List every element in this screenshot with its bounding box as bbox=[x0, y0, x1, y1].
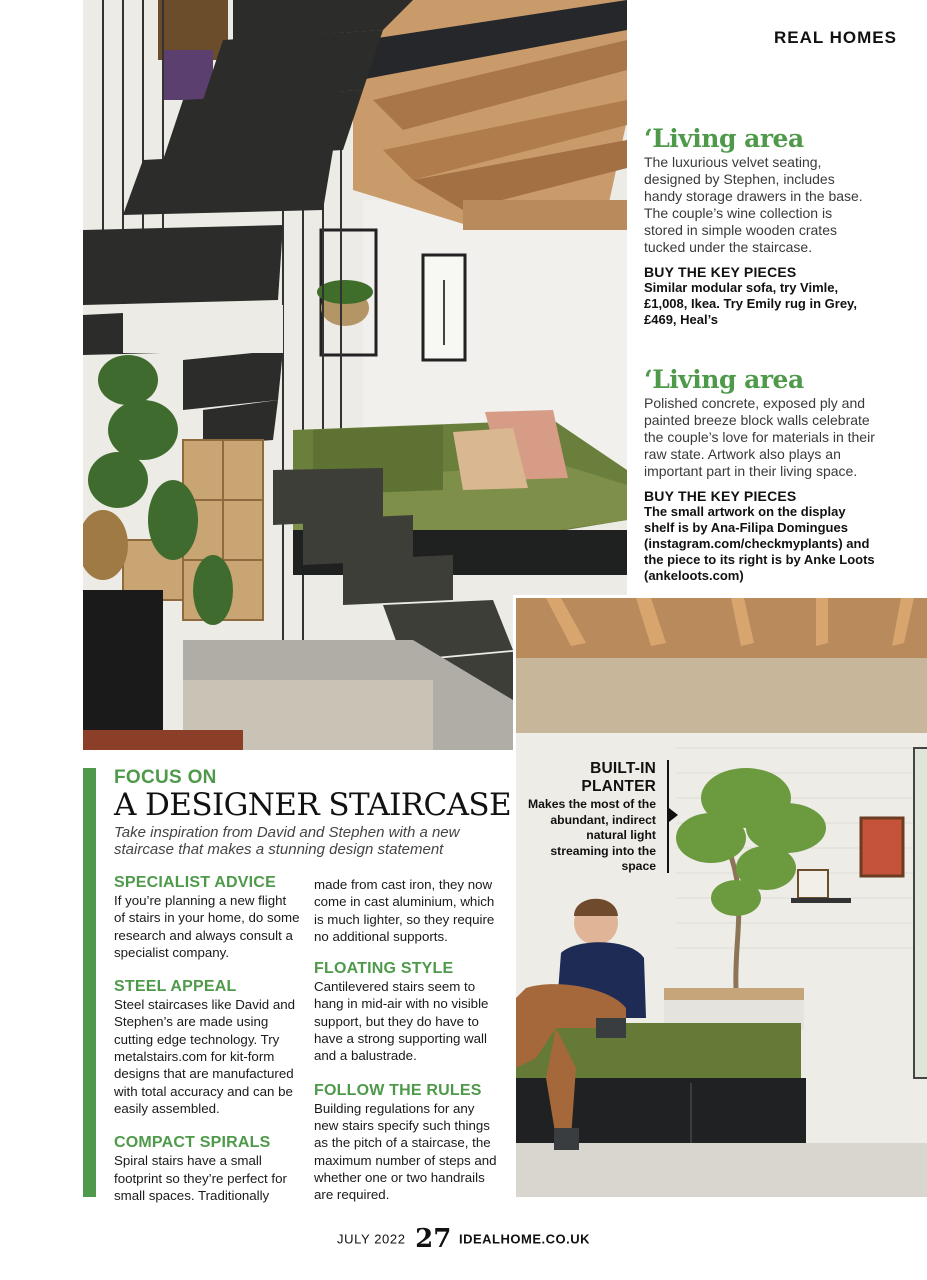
caption-living-area-2 bbox=[644, 367, 876, 584]
caption-body: Polished concrete, exposed ply and painted breeze block walls celebrate the couple’s love for materials in their raw state. Artwork also plays an important part in their living space. bbox=[644, 395, 875, 479]
subheading-specialist-advice: SPECIALIST ADVICE bbox=[114, 874, 276, 891]
paragraph: Building regulations for any new stairs specify such things as the pitch of a staircase, the maximum number of steps and whether one or two handrails are required. bbox=[314, 1100, 497, 1203]
feature-accent-bar bbox=[83, 768, 96, 1197]
paragraph-continued: made from cast iron, they now come in cast aluminium, which is much lighter, so they require no additional supports. bbox=[314, 877, 495, 944]
website-link[interactable]: IDEALHOME.CO.UK bbox=[458, 1231, 590, 1247]
subheading-steel-appeal: STEEL APPEAL bbox=[114, 978, 237, 996]
section-label: REAL HOMES bbox=[773, 28, 897, 47]
page-number: 27 bbox=[415, 1224, 452, 1254]
paragraph: Cantilevered stairs seem to hang in mid-air with no visible support, but they do have to have a strong supporting wall and a balustrade. bbox=[314, 979, 489, 1064]
planter-caption bbox=[528, 760, 656, 875]
subheading-follow-the-rules: FOLLOW THE RULES bbox=[314, 1081, 482, 1099]
key-pieces-text: The small artwork on the display shelf is by Ana-Filipa Domingues (instagram.com/checkmyplants) and the piece to its right is by Anke Loots (ankeloots.com) bbox=[644, 504, 875, 583]
feature-kicker: FOCUS ON bbox=[114, 767, 217, 788]
key-pieces-text: Similar modular sofa, try Vimle, £1,008, Ikea. Try Emily rug in Grey, £469, Heal’s bbox=[644, 280, 857, 327]
page-footer bbox=[0, 1224, 927, 1254]
caption-title: ‘Living area bbox=[644, 124, 804, 153]
paragraph: Steel staircases like David and Stephen’s are made using cutting edge technology. Try metalstairs.com for kit-form designs that are manufactured with total accuracy and can be easily assembled. bbox=[114, 997, 296, 1116]
key-pieces-heading: BUY THE KEY PIECES bbox=[644, 488, 797, 504]
issue-date: JULY 2022 bbox=[337, 1231, 406, 1247]
caption-title: ‘Living area bbox=[644, 365, 804, 394]
feature-title: A DESIGNER STAIRCASE bbox=[114, 787, 512, 823]
planter-caption-text: Makes the most of the abundant, indirect natural light streaming into the space bbox=[528, 797, 656, 873]
subheading-floating-style: FLOATING STYLE bbox=[314, 960, 454, 978]
paragraph: If you’re planning a new flight of stairs in your home, do some research and always consult a specialist company. bbox=[114, 893, 300, 960]
planter-photo bbox=[513, 595, 927, 1197]
pointer-arrow-icon bbox=[669, 808, 678, 822]
paragraph: Spiral stairs have a small footprint so they’re perfect for small spaces. Traditionally bbox=[114, 1153, 287, 1203]
planter-photo-illustration bbox=[516, 598, 927, 1197]
key-pieces-heading: BUY THE KEY PIECES bbox=[644, 264, 797, 280]
feature-standfirst: Take inspiration from David and Stephen with a new staircase that makes a stunning design statement bbox=[114, 824, 460, 858]
caption-body: The luxurious velvet seating, designed by Stephen, includes handy storage drawers in the base. The couple’s wine collection is stored in simple wooden crates tucked under the staircase. bbox=[644, 154, 863, 255]
feature-column-right bbox=[314, 876, 500, 1220]
planter-caption-title: BUILT-IN PLANTER bbox=[581, 760, 656, 795]
subheading-compact-spirals: COMPACT SPIRALS bbox=[114, 1134, 271, 1152]
feature-column-left bbox=[114, 874, 300, 1221]
caption-living-area-1 bbox=[644, 126, 872, 328]
